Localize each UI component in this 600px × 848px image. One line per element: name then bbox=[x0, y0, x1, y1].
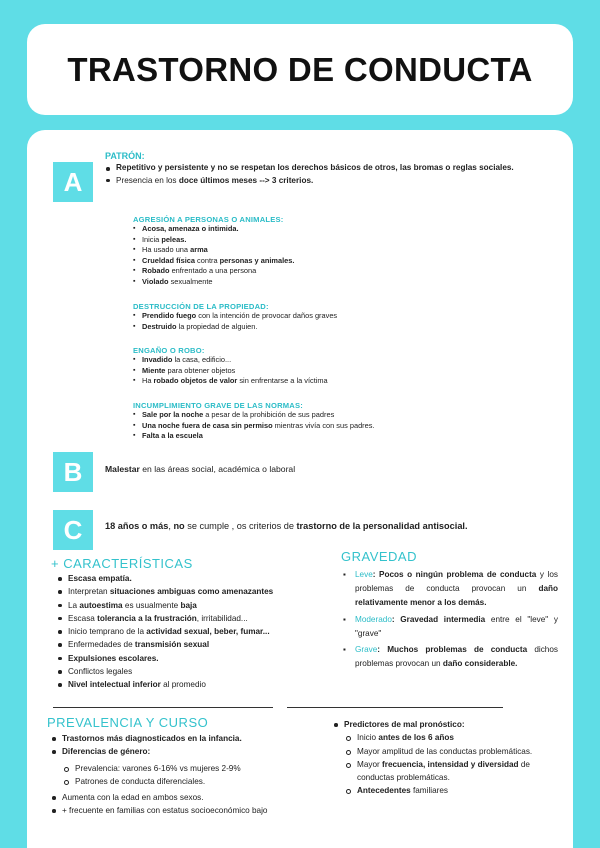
agresion-heading: AGRESIÓN A PERSONAS O ANIMALES: bbox=[133, 215, 284, 224]
list-item: ▪ Invadido la casa, edificio... bbox=[133, 355, 553, 366]
list-item: La autoestima es usualmente baja bbox=[57, 599, 347, 612]
list-item: Enfermedades de transmisión sexual bbox=[57, 638, 347, 651]
engano-list bbox=[133, 355, 553, 387]
list-item: ▪ Ha usado una arma bbox=[133, 245, 553, 256]
agresion-block bbox=[133, 215, 553, 288]
list-item: Mayor frecuencia, intensidad y diversidad de conductas problemáticas. bbox=[333, 758, 557, 785]
incumplimiento-heading: INCUMPLIMIENTO GRAVE DE LAS NORMAS: bbox=[133, 401, 303, 410]
list-item: Escasa empatía. bbox=[57, 572, 347, 585]
list-item: ▪ Crueldad física contra personas y animales. bbox=[133, 256, 553, 267]
title-card bbox=[27, 24, 573, 115]
list-item: ▪ Moderado: Gravedad intermedia entre el "leve" y "grave" bbox=[343, 613, 558, 641]
content-card bbox=[27, 130, 573, 848]
list-item: ▪ Sale por la noche a pesar de la prohibición de sus padres bbox=[133, 410, 553, 421]
page-title: TRASTORNO DE CONDUCTA bbox=[67, 50, 533, 88]
section-c-badge: C bbox=[53, 510, 93, 550]
list-item: Prevalencia: varones 6-16% vs mujeres 2-9% bbox=[51, 762, 321, 775]
list-item: ▪ Miente para obtener objetos bbox=[133, 366, 553, 377]
section-c-text: 18 años o más, no se cumple , os criterios de trastorno de la personalidad antisocial. bbox=[105, 521, 468, 531]
section-a-badge: A bbox=[53, 162, 93, 202]
caracteristicas-heading: + CARACTERÍSTICAS bbox=[51, 556, 193, 571]
list-item: Antecedentes familiares bbox=[333, 784, 557, 797]
agresion-list bbox=[133, 224, 553, 288]
list-item: Inicio temprano de la actividad sexual, beber, fumar... bbox=[57, 625, 347, 638]
engano-heading: ENGAÑO O ROBO: bbox=[133, 346, 205, 355]
patron-heading: PATRÓN: bbox=[105, 151, 145, 161]
section-a bbox=[105, 151, 555, 187]
list-item: ▪ Robado enfrentado a una persona bbox=[133, 266, 553, 277]
divider bbox=[53, 707, 273, 708]
gravedad-heading: GRAVEDAD bbox=[341, 549, 417, 564]
divider bbox=[287, 707, 503, 708]
patron-list bbox=[105, 162, 555, 187]
list-item: Conflictos legales bbox=[57, 665, 347, 678]
destruccion-heading: DESTRUCCIÓN DE LA PROPIEDAD: bbox=[133, 302, 269, 311]
list-item: ▪ Inicia peleas. bbox=[133, 235, 553, 246]
prevalencia-heading: PREVALENCIA Y CURSO bbox=[47, 715, 209, 730]
predictores-list bbox=[333, 718, 557, 798]
destruccion-list bbox=[133, 311, 553, 332]
incumplimiento-block bbox=[133, 401, 553, 442]
list-item: Predictores de mal pronóstico: bbox=[333, 718, 557, 731]
prevalencia-list bbox=[51, 732, 321, 818]
caracteristicas-list bbox=[57, 572, 347, 692]
list-item: ▪ Falta a la escuela bbox=[133, 431, 553, 442]
list-item: ▪ Acosa, amenaza o intimida. bbox=[133, 224, 553, 235]
section-b-badge: B bbox=[53, 452, 93, 492]
engano-block bbox=[133, 346, 553, 387]
list-item: Interpretan situaciones ambiguas como amenazantes bbox=[57, 585, 347, 598]
list-item: Expulsiones escolares. bbox=[57, 652, 347, 665]
list-item: ▪ Prendido fuego con la intención de provocar daños graves bbox=[133, 311, 553, 322]
list-item: Presencia en los doce últimos meses --> 3 criterios. bbox=[105, 174, 555, 187]
gravedad-list bbox=[343, 568, 558, 671]
list-item: ▪ Una noche fuera de casa sin permiso mientras vivía con sus padres. bbox=[133, 421, 553, 432]
list-item: ▪ Violado sexualmente bbox=[133, 277, 553, 288]
list-item: Patrones de conducta diferenciales. bbox=[51, 775, 321, 788]
list-item: Aumenta con la edad en ambos sexos. bbox=[51, 791, 321, 804]
destruccion-block bbox=[133, 302, 553, 332]
list-item: Mayor amplitud de las conductas problemáticas. bbox=[333, 745, 557, 758]
section-b-text: Malestar en las áreas social, académica o laboral bbox=[105, 464, 296, 474]
list-item: + frecuente en familias con estatus socioeconómico bajo bbox=[51, 804, 321, 817]
list-item: Diferencias de género: bbox=[51, 745, 321, 758]
list-item: Escasa tolerancia a la frustración, irritabilidad... bbox=[57, 612, 347, 625]
list-item: Inicio antes de los 6 años bbox=[333, 731, 557, 744]
incumplimiento-list bbox=[133, 410, 553, 442]
list-item: ▪ Leve: Pocos o ningún problema de conducta y los problemas de conducta provocan un daño relativamente menor a los demás. bbox=[343, 568, 558, 611]
list-item: Nivel intelectual inferior al promedio bbox=[57, 678, 347, 691]
list-item: ▪ Destruido la propiedad de alguien. bbox=[133, 322, 553, 333]
list-item: Repetitivo y persistente y no se respetan los derechos básicos de otros, las bromas o reglas sociales. bbox=[105, 162, 555, 174]
list-item: ▪ Grave: Muchos problemas de conducta dichos problemas provocan un daño considerable. bbox=[343, 643, 558, 671]
list-item: ▪ Ha robado objetos de valor sin enfrentarse a la víctima bbox=[133, 376, 553, 387]
list-item: Trastornos más diagnosticados en la infancia. bbox=[51, 732, 321, 745]
